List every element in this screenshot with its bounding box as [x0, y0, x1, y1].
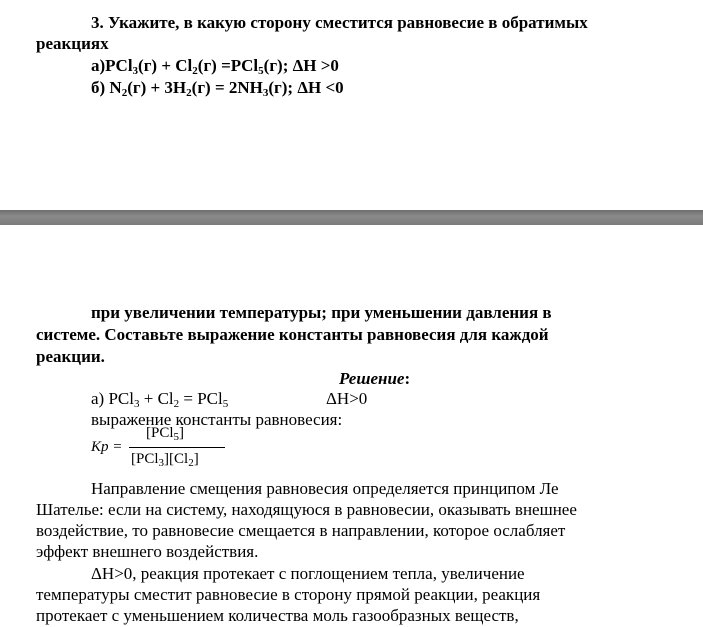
continuation-line-3: реакции. — [36, 347, 105, 366]
reaction-a: $а)PCl_3(г) + Cl_2(г) =PCl_5(г)$; ΔH >0 — [91, 56, 339, 77]
paragraph-2-line-1: ΔH>0, реакция протекает с поглощением тепла, увеличение — [91, 564, 525, 583]
paragraph-2-line-3: протекает с уменьшением количества моль газообразных веществ, — [36, 606, 519, 625]
kp-formula — [91, 425, 231, 475]
paragraph-1-line-2: Шателье: если на систему, находящуюся в равновесии, оказывать внешнее — [36, 500, 577, 519]
expression-label: выражение константы равновесия: — [91, 410, 343, 429]
solution-delta-h: ΔH>0 — [326, 389, 368, 408]
paragraph-1-line-4: эффект внешнего воздействия. — [36, 542, 259, 561]
task-line-1-text: 3. Укажите, в какую сторону сместится равновесие в обратимых — [91, 13, 588, 32]
paragraph-1-line-1: Направление смещения равновесия определяется принципом Ле — [91, 479, 559, 498]
continuation-line-2: системе. Составьте выражение константы равновесия для каждой — [36, 325, 549, 344]
task-line-1 — [91, 13, 667, 33]
kp-denominator: $[PCl_3][Cl_2]$ — [131, 451, 199, 469]
task-line-2: реакциях — [36, 34, 109, 53]
paragraph-1-line-3: воздействие, то равновесие смещается в направлении, которое ослабляет — [36, 521, 566, 540]
reaction-b: б) $N_2(г) + 3H_2(г) = 2NH_3(г)$; ΔH <0 — [91, 78, 344, 99]
continuation-line-1: при увеличении температуры; при уменьшении давления в — [91, 303, 552, 322]
page-top — [0, 0, 703, 210]
kp-numerator: [PCl$_5$] — [146, 425, 185, 443]
page-divider — [0, 210, 703, 225]
paragraph-2-line-2: температуры сместит равновесие в сторону прямой реакции, реакция — [36, 585, 541, 604]
fraction-bar — [129, 447, 225, 448]
solution-heading: Решение: — [339, 369, 411, 388]
solution-equation: а) $PCl_3 + Cl_2 = PCl_5$ — [91, 389, 229, 410]
kp-symbol: Kp = — [91, 439, 123, 455]
